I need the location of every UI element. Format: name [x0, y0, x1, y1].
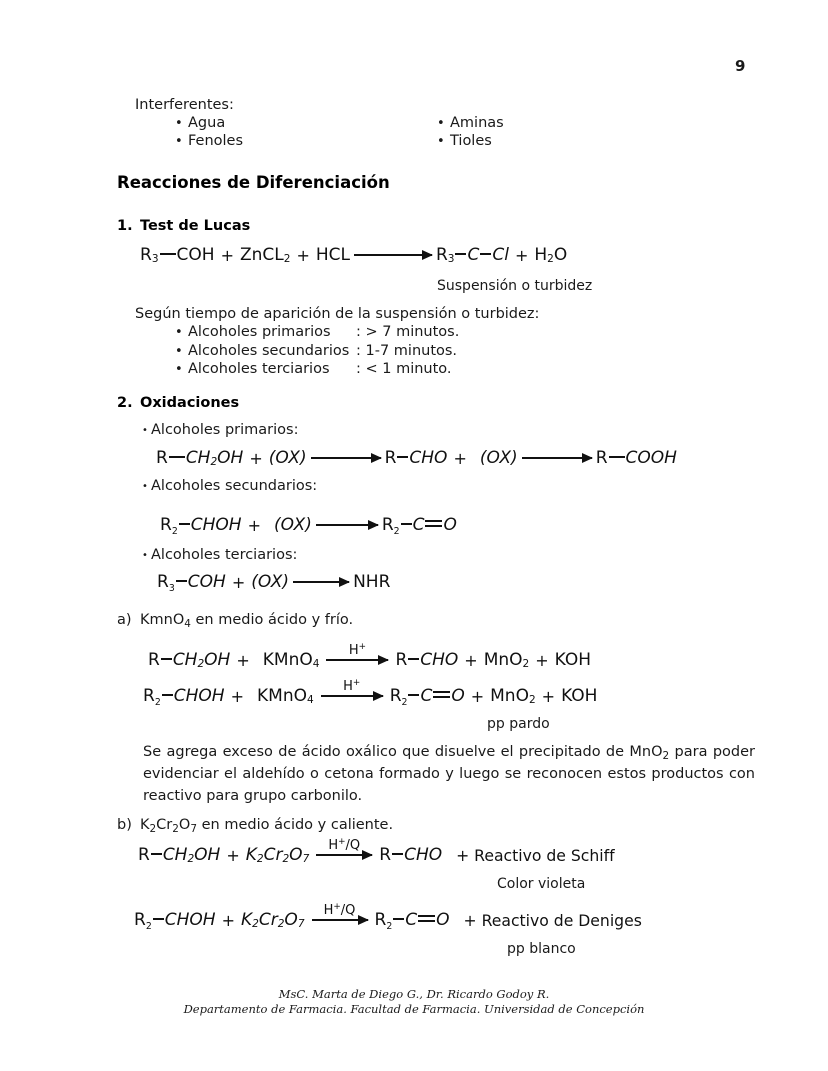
sub-label: Alcoholes secundarios:: [151, 478, 318, 494]
eq-ox: (OX): [268, 448, 307, 468]
eq-reagent-zncl2-sub: 2: [283, 253, 291, 265]
equation-oxidacion-terciarios: [157, 572, 390, 592]
bullet-icon: [175, 135, 188, 148]
eq-r: R: [138, 845, 150, 865]
item-b-cr-sub: 2: [172, 823, 179, 835]
page-number: 9: [735, 57, 746, 75]
bond-icon: [162, 694, 173, 696]
eq-koh: KOH: [554, 650, 592, 670]
eq-plus: +: [236, 650, 250, 670]
bond-icon: [480, 253, 491, 255]
bullet-icon: [142, 482, 151, 492]
bond-icon: [392, 853, 403, 855]
eq-plus: +: [221, 910, 235, 930]
reaction-arrow-icon: [321, 690, 383, 702]
bullet-icon: [175, 345, 188, 358]
cond-h: H: [323, 903, 334, 918]
sub-label: Alcoholes primarios:: [151, 422, 299, 438]
eq-r-sub: 2: [171, 525, 178, 537]
list-item: [437, 115, 504, 131]
eq-o: O: [289, 845, 303, 865]
eq-plus: +: [220, 245, 234, 265]
bond-icon: [176, 580, 187, 582]
eq-cho-r: R: [384, 448, 397, 468]
eq-k-sub: 2: [256, 853, 264, 865]
cond-h-sup: +: [333, 902, 341, 912]
reaction-arrow-labeled: [312, 837, 376, 865]
lucas-title: Test de Lucas: [140, 218, 251, 234]
reaction-arrow-labeled: [308, 902, 372, 930]
eq-r-sub: 2: [145, 920, 152, 932]
item-a-marker: a): [117, 612, 132, 628]
eq-kmno4-sub: 4: [312, 658, 320, 670]
equation-lucas: [140, 245, 567, 265]
eq-kmno4: KMnO: [257, 686, 307, 706]
eq-cho: CHO: [420, 650, 459, 670]
footer-line-1: MsC. Marta de Diego G., Dr. Ricardo Godoy R.: [278, 987, 550, 1001]
eq-prod-o: O: [451, 686, 465, 706]
list-item: [175, 343, 457, 359]
item-a-paragraph: [143, 742, 755, 807]
eq-prod-r-sub: 2: [401, 696, 408, 708]
lucas-intro: Según tiempo de aparición de la suspensión o turbidez:: [135, 306, 540, 322]
eq-ch2oh: CH: [172, 650, 198, 670]
eq-mno2: MnO: [483, 650, 523, 670]
eq-reactant-group: COH: [176, 245, 215, 265]
eq-o-sub: 7: [297, 918, 305, 930]
item-a-formula: KmnO: [140, 612, 185, 628]
cond-h-sup: +: [352, 678, 361, 688]
eq-cooh-r: R: [595, 448, 608, 468]
eq-reactant-r: R: [140, 245, 152, 265]
eq-r: R: [148, 650, 160, 670]
lucas-row-label: Alcoholes primarios: [188, 324, 331, 340]
bullet-icon: [175, 363, 188, 376]
eq-ox: (OX): [251, 572, 290, 592]
bullet-icon: [437, 117, 450, 130]
reaction-arrow-labeled: [317, 678, 387, 706]
kmno4-equation-caption: pp pardo: [487, 716, 550, 732]
item-b-k-sub: 2: [149, 823, 157, 835]
lucas-row-label: Alcoholes secundarios: [188, 343, 350, 359]
double-bond-icon: [433, 691, 450, 698]
eq-mno2-sub: 2: [528, 694, 536, 706]
lucas-row-value: : 1-7 minutos.: [356, 343, 458, 359]
equation-kmno4-primario: [148, 642, 592, 670]
eq-plus: +: [247, 515, 261, 535]
eq-cr: Cr: [258, 910, 278, 930]
eq-mno2: MnO: [490, 686, 529, 706]
item-b-rest: en medio ácido y caliente.: [197, 817, 394, 833]
eq-prod-r-sub: 2: [386, 920, 393, 932]
bond-icon: [455, 253, 466, 255]
equation-dicromato-primario: [138, 837, 615, 865]
eq-water-o: O: [553, 245, 568, 265]
eq-cho: CHO: [409, 448, 448, 468]
list-item: [175, 133, 243, 149]
lucas-row-label: Alcoholes terciarios: [188, 361, 330, 377]
eq-ox: (OX): [274, 515, 312, 535]
item-b-cr: Cr: [156, 817, 173, 833]
eq-cooh: COOH: [625, 448, 677, 468]
bond-icon: [153, 918, 164, 920]
item-b-o: O: [178, 817, 191, 833]
reaction-arrow-icon: [522, 452, 592, 464]
dicromato-caption-blanco: pp blanco: [507, 941, 576, 957]
bond-icon: [609, 456, 625, 458]
eq-plus: +: [464, 650, 478, 670]
eq-reagent-hcl: HCL: [315, 245, 350, 265]
section-heading: Reacciones de Diferenciación: [117, 173, 390, 192]
eq-cr: Cr: [263, 845, 283, 865]
eq-o: O: [284, 910, 298, 930]
eq-r: R: [143, 686, 155, 706]
eq-nhr: NHR: [353, 572, 391, 592]
eq-water-sub: 2: [547, 253, 554, 265]
equation-oxidacion-secundarios: [160, 515, 457, 535]
item-b-marker: b): [117, 817, 132, 833]
lucas-row-value: : > 7 minutos.: [356, 324, 460, 340]
list-item: [437, 133, 492, 149]
bond-icon: [169, 456, 185, 458]
eq-k-sub: 2: [252, 918, 259, 930]
double-bond-icon: [425, 520, 442, 527]
eq-koh: KOH: [561, 686, 598, 706]
list-item-label: Tioles: [450, 133, 492, 149]
bullet-icon: [175, 117, 188, 130]
eq-plus: +: [296, 245, 310, 265]
bond-icon: [161, 658, 172, 660]
bullet-icon: [142, 426, 151, 436]
eq-choh: CHOH: [173, 686, 225, 706]
bond-icon: [151, 853, 162, 855]
cond-h-sup: +: [358, 642, 367, 652]
eq-kmno4-sub: 4: [306, 694, 314, 706]
reaction-arrow-icon: [316, 519, 378, 531]
eq-product-cl: Cl: [492, 245, 509, 265]
equation-oxidacion-primarios: [156, 448, 677, 468]
eq-reactant-r-sub: 3: [151, 253, 159, 265]
eq-mno2-sub: 2: [522, 658, 530, 670]
eq-ch2oh: CH: [185, 448, 211, 468]
eq-prod-o: O: [436, 910, 450, 930]
oxidaciones-title: Oxidaciones: [140, 395, 240, 411]
eq-prod-r: R: [379, 845, 392, 865]
dicromato-caption-violeta: Color violeta: [497, 876, 586, 892]
list-item: [175, 115, 225, 131]
cond-h-sup: +: [338, 837, 346, 847]
eq-plus: +: [514, 245, 529, 265]
eq-cr-sub: 2: [282, 853, 290, 865]
bond-icon: [397, 456, 408, 458]
eq-plus: +: [249, 448, 263, 468]
oxidaciones-number: 2.: [117, 395, 133, 411]
reaction-arrow-icon: [326, 654, 388, 666]
eq-choh: CHOH: [190, 515, 242, 535]
footer-line-2: Departamento de Farmacia. Facultad de Farmacia. Universidad de Concepción: [183, 1002, 645, 1016]
bond-icon: [160, 253, 176, 255]
paragraph-part1: Se agrega exceso de ácido oxálico que disuelve el precipitado de MnO: [143, 744, 663, 760]
eq-reactivo-deniges: + Reactivo de Deniges: [463, 910, 642, 930]
reaction-arrow-icon: [312, 914, 368, 926]
eq-ch2oh-rest: OH: [204, 650, 231, 670]
paragraph-sub: 2: [662, 750, 670, 762]
cond-rest: /Q: [345, 838, 361, 853]
item-b-o-sub: 7: [190, 823, 197, 835]
cond-h: H: [328, 838, 339, 853]
bond-icon: [179, 523, 190, 525]
list-item: [175, 361, 452, 377]
interferentes-title: Interferentes:: [135, 97, 234, 113]
eq-prod-r: R: [389, 686, 402, 706]
bond-icon: [408, 694, 419, 696]
reaction-arrow-icon: [311, 452, 381, 464]
eq-ch2oh-sub: 2: [210, 456, 218, 468]
eq-cr-sub: 2: [277, 918, 285, 930]
sub-label: Alcoholes terciarios:: [151, 547, 298, 563]
eq-cho: CHO: [404, 845, 443, 865]
eq-plus: +: [541, 686, 556, 706]
equation-dicromato-secundario: [134, 902, 642, 932]
eq-ch2oh-rest: OH: [217, 448, 244, 468]
eq-plus: +: [231, 572, 246, 592]
eq-k: K: [241, 910, 253, 930]
list-item-label: Aminas: [450, 115, 504, 131]
lucas-equation-caption: Suspensión o turbidez: [437, 278, 593, 294]
eq-ch2oh-sub: 2: [187, 853, 195, 865]
eq-coh: COH: [187, 572, 226, 592]
reaction-arrow-labeled: [322, 642, 392, 670]
eq-r: R: [160, 515, 172, 535]
lucas-row-value: : < 1 minuto.: [356, 361, 452, 377]
bond-icon: [401, 523, 412, 525]
eq-plus: +: [453, 448, 467, 468]
list-item-label: Agua: [188, 115, 226, 131]
eq-r: R: [134, 910, 146, 930]
equation-kmno4-secundario: [143, 678, 598, 708]
eq-prod-c: C: [405, 910, 418, 930]
eq-prod-r: R: [395, 650, 408, 670]
eq-water-h: H: [534, 245, 548, 265]
eq-prod-c: C: [412, 515, 425, 535]
eq-ch2oh-rest: OH: [194, 845, 221, 865]
eq-prod-c: C: [420, 686, 433, 706]
item-a-text: [140, 611, 353, 631]
eq-reagent-zncl2: ZnCL: [239, 245, 284, 265]
bullet-icon: [437, 135, 450, 148]
eq-prod-r-sub: 2: [393, 525, 400, 537]
item-a-formula-sub: 4: [184, 618, 191, 630]
eq-prod-o: O: [443, 515, 457, 535]
eq-o-sub: 7: [302, 853, 310, 865]
paragraph-part2: para poder evidenciar el aldehído o cetona formado y luego se reconocen estos productos con reactivo para grupo carbonilo.: [143, 744, 755, 804]
cond-h: H: [348, 643, 359, 658]
eq-prod-r: R: [381, 515, 394, 535]
bullet-icon: [142, 551, 151, 561]
cond-h: H: [343, 679, 353, 694]
eq-product-c: C: [467, 245, 480, 265]
list-item-label: Fenoles: [188, 133, 244, 149]
eq-r: R: [156, 448, 168, 468]
eq-ox: (OX): [479, 448, 518, 468]
eq-plus: +: [470, 686, 485, 706]
item-b-k: K: [140, 817, 150, 833]
eq-prod-r: R: [374, 910, 387, 930]
eq-ch2oh-sub: 2: [197, 658, 205, 670]
reaction-arrow-icon: [293, 576, 349, 588]
eq-plus: +: [535, 650, 549, 670]
eq-r-sub: 3: [168, 582, 175, 594]
eq-product-r-sub: 3: [447, 253, 455, 265]
double-bond-icon: [418, 915, 435, 922]
eq-plus: +: [230, 686, 244, 706]
oxidaciones-sub-secundarios: [142, 478, 317, 494]
eq-plus: +: [226, 845, 240, 865]
eq-r-sub: 2: [154, 696, 161, 708]
eq-k: K: [245, 845, 257, 865]
bond-icon: [393, 918, 404, 920]
bullet-icon: [175, 326, 188, 339]
eq-choh: CHOH: [164, 910, 216, 930]
reaction-arrow-icon: [354, 249, 432, 261]
eq-ch2oh: CH: [162, 845, 188, 865]
oxidaciones-sub-terciarios: [142, 547, 297, 563]
eq-r: R: [157, 572, 169, 592]
item-b-text: [140, 816, 393, 836]
cond-rest: /Q: [340, 903, 356, 918]
item-a-rest: en medio ácido y frío.: [190, 612, 354, 628]
eq-kmno4: KMnO: [262, 650, 313, 670]
oxidaciones-sub-primarios: [142, 422, 298, 438]
lucas-number: 1.: [117, 218, 133, 234]
list-item: [175, 324, 459, 340]
reaction-arrow-icon: [316, 849, 372, 861]
bond-icon: [408, 658, 419, 660]
eq-reactivo-schiff: + Reactivo de Schiff: [456, 845, 615, 865]
eq-product-r: R: [435, 245, 448, 265]
